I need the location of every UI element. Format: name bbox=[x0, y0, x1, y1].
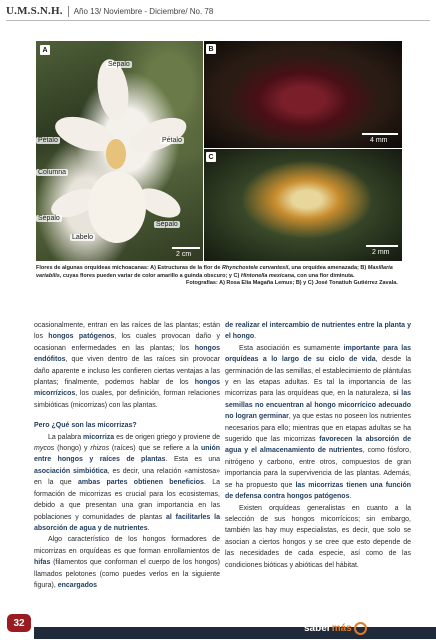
issue-info bbox=[74, 7, 214, 16]
caption-part: , cuyas flores pueden variar de color amarillo a guinda obscuro; y C) bbox=[59, 272, 241, 279]
label-columna: Columna bbox=[38, 169, 67, 176]
page-footer bbox=[0, 609, 436, 640]
issue-months: Noviembre - Diciembre/ No. 78 bbox=[103, 6, 214, 16]
caption-species: Hintonella mexicana bbox=[240, 272, 294, 279]
caption-credit: Fotografías: A) Rosa Elia Magaña Lemus; B) y C) José Tonatiuh Gutiérrez Zavala. bbox=[186, 280, 398, 286]
label-sepalo-top: Sépalo bbox=[108, 61, 130, 68]
paragraph: Esta asociación es sumamente importante para las orquídeas a lo largo de su ciclo de vida, desde la germinación de las semillas, el establecimiento de plántulas y en las etapas adultas. Es tal la importancia de las micorrizas para las orquídeas que, en la naturaleza, si las semillas no encuentran al hongo micorrícico adecuado no logran germinar, ya que estas no poseen los nutrientes necesarios para ello; mientras que en etapas adultas se ha sugerido que las micorrizas favorecen la absorción de agua y el almacenamiento de nutrientes, como fósforo, nitrógeno y carbono, entre otros, compuestos de gran importancia para la supervivencia de las plantas. Además, se ha propuesto que las micorrizas tienen una función de defensa contra hongos patógenos. bbox=[225, 344, 412, 501]
label-petalo-right: Pétalo bbox=[162, 137, 182, 144]
scale-label-a: 2 cm bbox=[176, 251, 192, 258]
scale-bar-b bbox=[362, 133, 398, 135]
label-labelo: Labelo bbox=[72, 234, 94, 241]
scale-label-c: 2 mm bbox=[372, 249, 390, 256]
article-column-right bbox=[225, 320, 411, 571]
column-shape bbox=[106, 139, 126, 169]
logo-text: saber bbox=[304, 622, 331, 634]
petal-shape-right bbox=[125, 111, 191, 159]
scale-bar-c bbox=[366, 245, 398, 247]
photo-maxillaria-variabilis bbox=[204, 41, 402, 148]
paragraph: ocasionalmente, entran en las raíces de las plantas; están los hongos patógenos, los cuales provocan daño y ocasionan enfermedades en las plantas; los hongos endófitos, que viven dentro de las raíces sin provocar daño aparente e incluso les confieren ciertas ventajas a las plantas; finalmente, podemos hablar de los hongos micorrízicos, los cuales, por definición, forman relaciones simbióticas (micorrizas) con las plantas. bbox=[34, 322, 220, 409]
label-sepalo-left: Sépalo bbox=[38, 215, 60, 222]
figure-caption bbox=[36, 265, 402, 288]
caption-species: Rhynchostele cervantesii bbox=[221, 265, 289, 271]
caption-part: Flores de algunas orquídeas michoacanas: A) Estructuras de la flor de bbox=[36, 265, 222, 271]
header-separator bbox=[68, 6, 69, 17]
panel-label-a: A bbox=[40, 45, 50, 55]
sabermas-logo bbox=[304, 619, 367, 637]
page-header bbox=[6, 3, 430, 19]
caption-species: Maxillaria variabilis bbox=[36, 265, 393, 279]
paragraph: Existen orquídeas generalistas en cuanto a la selección de sus hongos micorrícicos; sin embargo, también las hay muy especialistas, es decir, que solo se asocian a ciertos hongos y se cree que esto depende de las necesidades de cada especie, así como de las condiciones bióticas y abióticas del hábitat. bbox=[225, 504, 411, 569]
photo-orchid-structures bbox=[36, 41, 203, 261]
label-sepalo-bottom: Sépalo bbox=[156, 221, 178, 228]
page-number: 32 bbox=[7, 614, 31, 632]
paragraph: Algo característico de los hongos formadores de micorrizas en orquídeas es que forman enrollamientos de hifas (filamentos que conforman el cuerpo de los hongos) llamados pelotones (como puedes verlos en la siguiente figura), encargados bbox=[34, 536, 220, 589]
label-petalo-left: Pétalo bbox=[38, 137, 58, 144]
paragraph: de realizar el intercambio de nutrientes entre la planta y el hongo. bbox=[225, 322, 411, 341]
panel-label-c: C bbox=[206, 152, 216, 162]
issue-year: Año 13/ bbox=[73, 6, 104, 16]
caption-part: , una orquídea amenazada; B) bbox=[288, 265, 368, 271]
section-subheading: Pero ¿Qué son las micorrizas? bbox=[34, 422, 137, 430]
logo-ring-icon bbox=[354, 622, 367, 635]
labellum-shape bbox=[88, 171, 146, 243]
logo-plus: más bbox=[331, 622, 352, 634]
header-rule bbox=[6, 20, 430, 21]
scale-label-b: 4 mm bbox=[370, 137, 388, 144]
scale-bar-a bbox=[172, 247, 200, 249]
journal-brand: U.M.S.N.H. bbox=[6, 5, 63, 17]
article-column-left bbox=[34, 320, 220, 591]
footer-bar bbox=[34, 627, 436, 639]
photo-hintonella-mexicana bbox=[204, 149, 402, 261]
caption-part: , con una flor diminuta. bbox=[294, 272, 355, 279]
panel-label-b: B bbox=[206, 44, 216, 54]
paragraph: La palabra micorriza es de origen griego y proviene de mycos (hongo) y rhizos (raíces) que se refiere a la unión entre hongos y raíces de plantas. Esta es una asociación simbiótica, es decir, una relación «amistosa» en la que ambas partes obtienen beneficios. La formación de micorrizas es crucial para los ecosistemas, debido a que presentan una gran importancia en las poblaciones y comunidades de plantas al facilitarles la absorción de agua y de nutrientes. bbox=[34, 433, 221, 532]
